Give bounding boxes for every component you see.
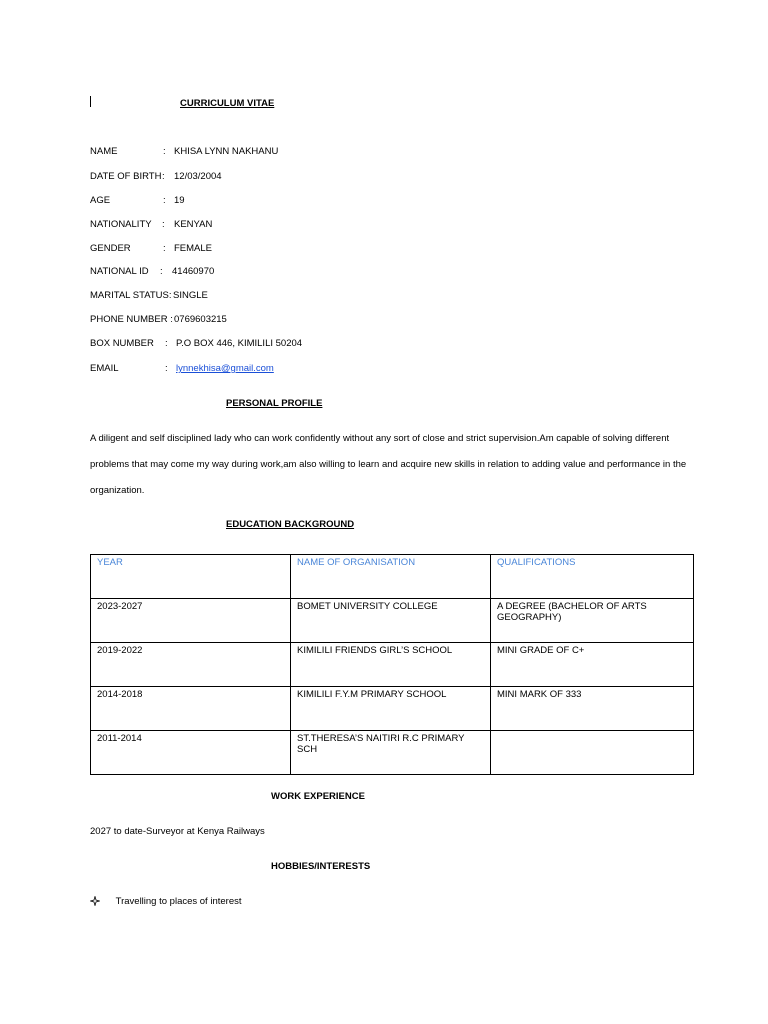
field-label: EMAIL [90, 363, 119, 374]
column-header-year: YEAR [91, 555, 291, 599]
year-cell: 2019-2022 [91, 643, 291, 687]
qualification-cell: MINI MARK OF 333 [491, 687, 694, 731]
field-label: MARITAL STATUS: [90, 290, 172, 301]
personal-profile-heading: PERSONAL PROFILE [226, 398, 323, 409]
education-table [90, 554, 694, 775]
work-experience-heading: WORK EXPERIENCE [271, 791, 365, 802]
field-label: BOX NUMBER [90, 338, 154, 349]
education-heading: EDUCATION BACKGROUND [226, 519, 355, 530]
four-point-star-icon [90, 896, 100, 906]
field-separator: : [165, 363, 168, 374]
field-value: 41460970 [172, 266, 215, 277]
field-value: FEMALE [174, 243, 213, 254]
field-label: NATIONAL ID [90, 266, 149, 277]
column-header-organisation: NAME OF ORGANISATION [291, 555, 491, 599]
organisation-cell: ST.THERESA’S NAITIRI R.C PRIMARY SCH [291, 731, 491, 775]
organisation-cell: KIMILILI F.Y.M PRIMARY SCHOOL [291, 687, 491, 731]
education-table-header-row [91, 555, 694, 599]
field-value: P.O BOX 446, KIMILILI 50204 [176, 338, 303, 349]
field-value: 19 [174, 195, 185, 206]
year-cell: 2014-2018 [91, 687, 291, 731]
column-header-qualifications: QUALIFICATIONS [491, 555, 694, 599]
email-link[interactable]: lynnekhisa@gmail.com [176, 363, 274, 374]
field-label: GENDER [90, 243, 131, 254]
table-row [91, 731, 694, 775]
field-label: AGE [90, 195, 111, 206]
field-separator: : [160, 266, 163, 277]
qualification-cell: MINI GRADE OF C+ [491, 643, 694, 687]
field-separator: : [163, 195, 166, 206]
year-cell: 2023-2027 [91, 599, 291, 643]
hobby-item-label: Travelling to places of interest [115, 896, 242, 907]
year-cell: 2011-2014 [91, 731, 291, 775]
field-label: NATIONALITY [90, 219, 152, 230]
field-label: DATE OF BIRTH [90, 171, 162, 182]
table-row [91, 643, 694, 687]
field-separator: : [165, 338, 168, 349]
field-label: PHONE NUMBER : [90, 314, 173, 325]
field-label: NAME [90, 146, 118, 157]
work-experience-text: 2027 to date-Surveyor at Kenya Railways [90, 826, 265, 837]
organisation-cell: KIMILILI FRIENDS GIRL’S SCHOOL [291, 643, 491, 687]
field-separator: : [163, 146, 166, 157]
qualification-cell: A DEGREE (BACHELOR OF ARTS GEOGRAPHY) [491, 599, 694, 643]
field-separator: : [163, 243, 166, 254]
qualification-cell [491, 731, 694, 775]
table-row [91, 687, 694, 731]
field-value: 12/03/2004 [174, 171, 222, 182]
field-value: SINGLE [173, 290, 208, 301]
hobbies-heading: HOBBIES/INTERESTS [271, 861, 371, 872]
text-cursor [90, 96, 91, 107]
personal-profile-text: A diligent and self disciplined lady who can work confidently without any sort of close and strict supervision.Am capable of solving different problems that may come my way during work,am also willing to learn and acquire new skills in relation to adding value and performance in the organization. [90, 433, 687, 496]
field-value: KHISA LYNN NAKHANU [174, 146, 279, 157]
field-value: KENYAN [174, 219, 213, 230]
hobby-item [90, 896, 242, 907]
field-separator: : [162, 219, 165, 230]
document-title: CURRICULUM VITAE [180, 98, 275, 109]
field-value: 0769603215 [174, 314, 227, 325]
field-separator: : [162, 171, 165, 182]
organisation-cell: BOMET UNIVERSITY COLLEGE [291, 599, 491, 643]
table-row [91, 599, 694, 643]
